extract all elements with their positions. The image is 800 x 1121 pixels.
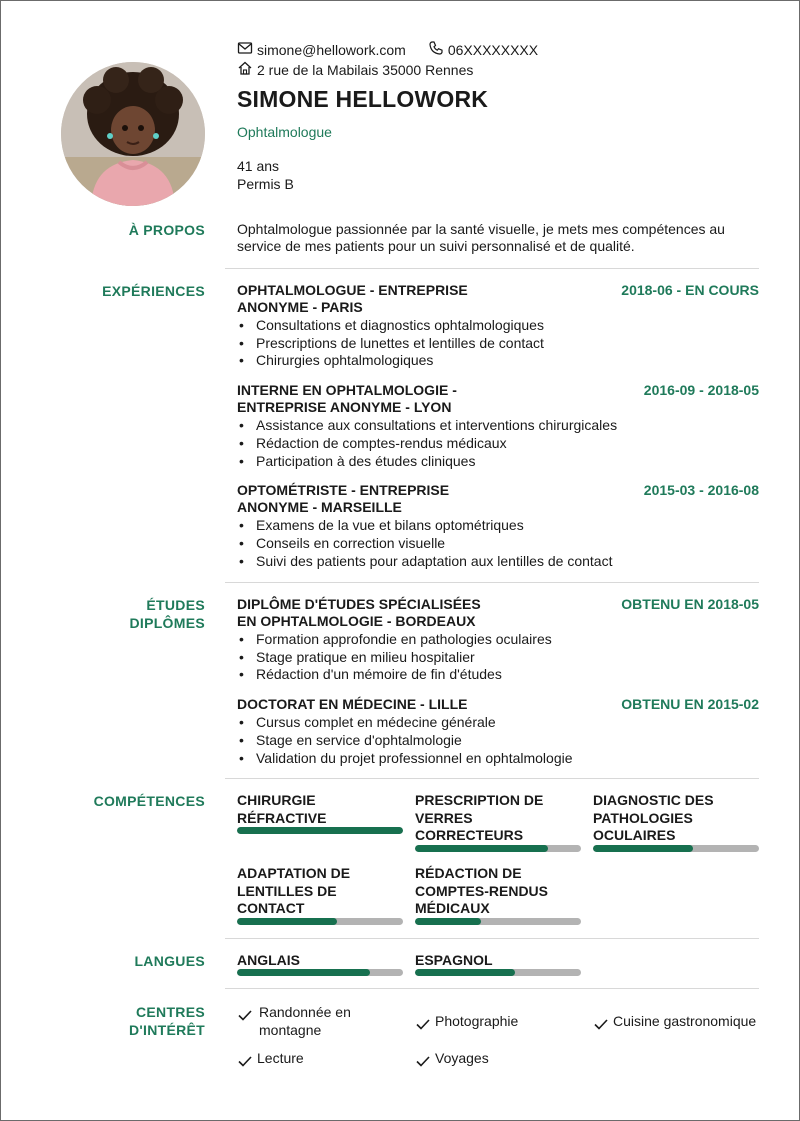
phone-icon [428, 40, 444, 60]
detail-item: • Cursus complet en médecine générale [237, 714, 759, 732]
skill-name: RÉDACTION DE COMPTES-RENDUS MÉDICAUX [415, 865, 549, 916]
license-text: Permis B [237, 176, 294, 192]
detail-item: • Stage pratique en milieu hospitalier [237, 649, 759, 667]
language-name: ANGLAIS [237, 952, 300, 968]
experience-entry [237, 382, 759, 470]
divider [225, 778, 759, 779]
skill-name: DIAGNOSTIC DES PATHOLOGIES OCULAIRES [593, 792, 714, 843]
task-item: • Conseils en correction visuelle [237, 535, 759, 553]
education-title [129, 596, 205, 632]
experience-tasks [237, 317, 759, 370]
skills-grid [237, 792, 759, 932]
interests-list [237, 1003, 759, 1083]
mail-icon [237, 40, 253, 60]
interest-item [415, 1049, 489, 1073]
interest-label: Lecture [257, 1050, 304, 1066]
skill-name: PRESCRIPTION DE VERRES CORRECTEURS [415, 792, 544, 843]
task-item: • Rédaction de comptes-rendus médicaux [237, 435, 759, 453]
degree-details [237, 714, 759, 767]
skill-item [593, 792, 759, 845]
detail-item: • Validation du projet professionnel en ophtalmologie [237, 750, 759, 768]
experience-title: OPHTALMOLOGUE - ENTREPRISE ANONYME - PARIS [237, 282, 468, 315]
language-name: ESPAGNOL [415, 952, 493, 968]
age-text: 41 ans [237, 158, 280, 174]
experience-date: 2015-03 - 2016-08 [643, 482, 759, 499]
interest-label: Cuisine gastronomique [613, 1013, 757, 1029]
degree-date: OBTENU EN 2015-02 [621, 696, 759, 713]
divider [225, 268, 759, 269]
skill-bar-fill [237, 827, 403, 834]
check-icon [415, 1049, 431, 1073]
experience-title: OPTOMÉTRISTE - ENTREPRISE ANONYME - MARSEILLE [237, 482, 450, 516]
language-item [415, 952, 581, 970]
degree-details [237, 631, 759, 684]
experience-title: INTERNE EN OPHTALMOLOGIE - ENTREPRISE ANONYME - LYON [237, 382, 457, 416]
interest-item [237, 1003, 387, 1039]
experience-date: 2018-06 - EN COURS [621, 282, 759, 298]
about-text: Ophtalmologue passionnée par la santé visuelle, je mets mes compétences au service de mes patients pour un suivi personnalisé et de qualité. [237, 221, 725, 254]
candidate-name: SIMONE HELLOWORK [237, 86, 489, 112]
interest-item [593, 1012, 756, 1036]
experience-entry [237, 282, 759, 370]
skill-bar [415, 845, 581, 852]
interest-label: Photographie [435, 1013, 519, 1029]
home-icon [237, 60, 253, 80]
skill-bar-fill [415, 845, 548, 852]
skills-title: COMPÉTENCES [93, 793, 205, 809]
language-bar [237, 969, 403, 976]
skill-bar-fill [593, 845, 693, 852]
interest-item [237, 1049, 304, 1073]
education-title-line: ÉTUDES [146, 597, 205, 613]
skill-name: CHIRURGIE RÉFRACTIVE [237, 792, 327, 826]
education-list [237, 596, 759, 767]
education-title-line: DIPLÔMES [129, 615, 205, 631]
personal-details [237, 157, 294, 193]
task-item: • Chirurgies ophtalmologiques [237, 352, 759, 370]
skill-item [237, 792, 403, 827]
skill-item [237, 865, 403, 918]
task-item: • Consultations et diagnostics ophtalmologiques [237, 317, 759, 335]
skill-bar-fill [237, 918, 337, 925]
task-item: • Participation à des études cliniques [237, 453, 759, 471]
experience-entry [237, 482, 759, 570]
interests-title-line: CENTRES [136, 1004, 205, 1020]
interests-title-line: D'INTÉRÊT [128, 1022, 205, 1038]
skill-bar [415, 918, 581, 925]
check-icon [415, 1012, 431, 1036]
address-text: 2 rue de la Mabilais 35000 Rennes [257, 62, 474, 78]
language-item [237, 952, 403, 970]
email-text[interactable]: simone@hellowork.com [257, 42, 406, 58]
skill-item [415, 865, 581, 918]
check-icon [237, 1003, 253, 1027]
degree-title: DOCTORAT EN MÉDECINE - LILLE [237, 696, 468, 713]
about-title: À PROPOS [128, 222, 205, 238]
skill-name: ADAPTATION DE LENTILLES DE CONTACT [237, 865, 351, 916]
interest-label: Voyages [435, 1050, 489, 1066]
degree-title: DIPLÔME D'ÉTUDES SPÉCIALISÉES EN OPHTALMOLOGIE - BORDEAUX [237, 596, 481, 629]
experience-tasks [237, 417, 759, 470]
experience-date: 2016-09 - 2018-05 [643, 382, 759, 399]
divider [225, 988, 759, 989]
skill-bar-fill [415, 918, 481, 925]
interest-item [415, 1012, 518, 1036]
education-entry [237, 596, 759, 684]
check-icon [593, 1012, 609, 1036]
education-entry [237, 696, 759, 767]
languages-grid [237, 952, 759, 982]
skill-bar [237, 918, 403, 925]
contact-info [237, 40, 556, 80]
detail-item: • Stage en service d'ophtalmologie [237, 732, 759, 750]
skill-bar [237, 827, 403, 834]
job-title: Ophtalmologue [237, 124, 332, 140]
task-item: • Suivi des patients pour adaptation aux lentilles de contact [237, 553, 759, 571]
languages-title: LANGUES [134, 953, 205, 969]
interest-label: Randonnée en montagne [259, 1004, 351, 1038]
degree-date: OBTENU EN 2018-05 [621, 596, 759, 612]
experience-tasks [237, 517, 759, 570]
skills-section [0, 792, 800, 932]
skill-bar [593, 845, 759, 852]
languages-section [0, 952, 800, 982]
skill-item [415, 792, 581, 845]
experience-list [237, 282, 759, 570]
phone-text[interactable]: 06XXXXXXXX [447, 42, 539, 58]
task-item: • Examens de la vue et bilans optométriques [237, 517, 759, 535]
check-icon [237, 1049, 253, 1073]
task-item: • Prescriptions de lunettes et lentilles de contact [237, 335, 759, 353]
interests-title [129, 1003, 205, 1039]
divider [225, 938, 759, 939]
language-bar-fill [415, 969, 515, 976]
divider [225, 582, 759, 583]
language-bar-fill [237, 969, 370, 976]
profile-photo [61, 62, 205, 206]
detail-item: • Formation approfondie en pathologies oculaires [237, 631, 759, 649]
language-bar [415, 969, 581, 976]
task-item: • Assistance aux consultations et interventions chirurgicales [237, 417, 759, 435]
detail-item: • Rédaction d'un mémoire de fin d'études [237, 666, 759, 684]
experience-title: EXPÉRIENCES [102, 283, 205, 299]
